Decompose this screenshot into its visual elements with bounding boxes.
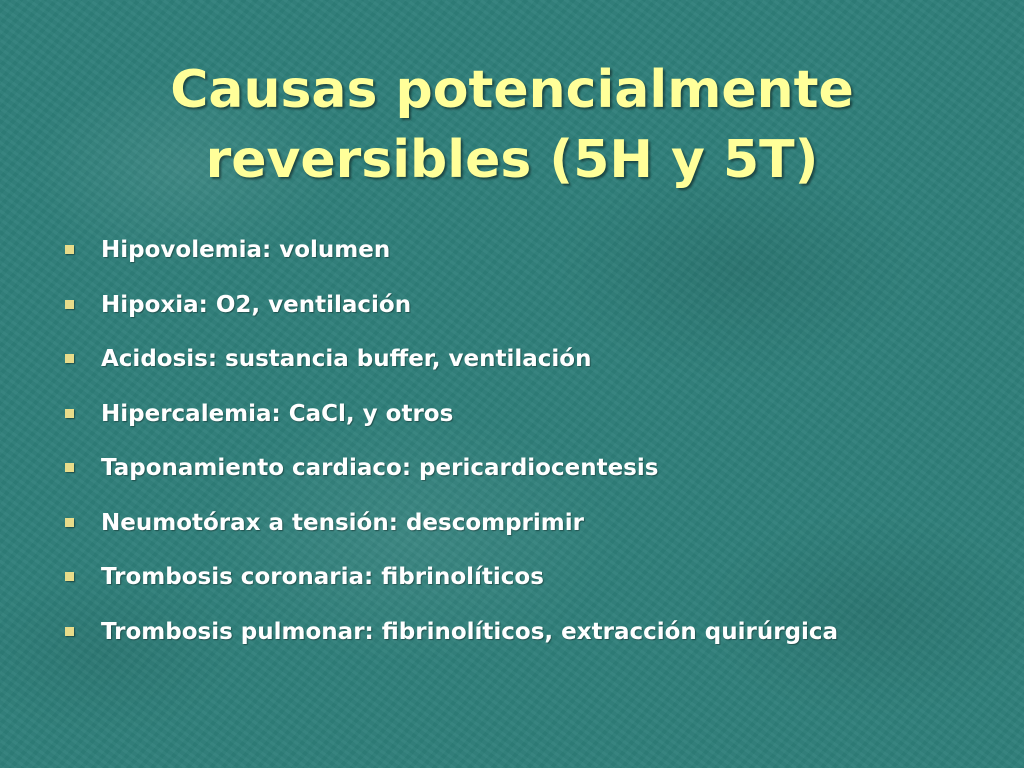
list-item-text: Taponamiento cardiaco: pericardiocentesis [101,455,659,481]
slide-title-line-1: Causas potencialmente [170,60,854,120]
square-bullet-icon [65,518,74,527]
list-item-text: Trombosis coronaria: fibrinolíticos [101,564,544,590]
square-bullet-icon [65,409,74,418]
square-bullet-icon [65,245,74,254]
list-item [60,288,838,343]
slide-title-line-2: reversibles (5H y 5T) [205,130,819,190]
list-item-text: Neumotórax a tensión: descomprimir [101,509,584,536]
list-item-text: Acidosis: sustancia buffer, ventilación [101,346,592,372]
bullet-list [60,233,838,669]
list-item [60,233,838,288]
list-item [60,615,838,670]
list-item [60,506,838,561]
list-item [60,451,838,506]
square-bullet-icon [65,627,74,636]
square-bullet-icon [65,300,74,309]
list-item-text: Trombosis pulmonar: fibrinolíticos, extracción quirúrgica [101,618,839,645]
list-item-text: Hipovolemia: volumen [101,237,391,263]
list-item [60,560,838,615]
slide-title [0,55,1024,195]
square-bullet-icon [65,354,74,363]
list-item [60,342,838,397]
square-bullet-icon [65,572,74,581]
square-bullet-icon [65,463,74,472]
list-item [60,397,838,452]
list-item-text: Hipercalemia: CaCl, y otros [101,400,454,427]
list-item-text: Hipoxia: O2, ventilación [101,291,412,318]
